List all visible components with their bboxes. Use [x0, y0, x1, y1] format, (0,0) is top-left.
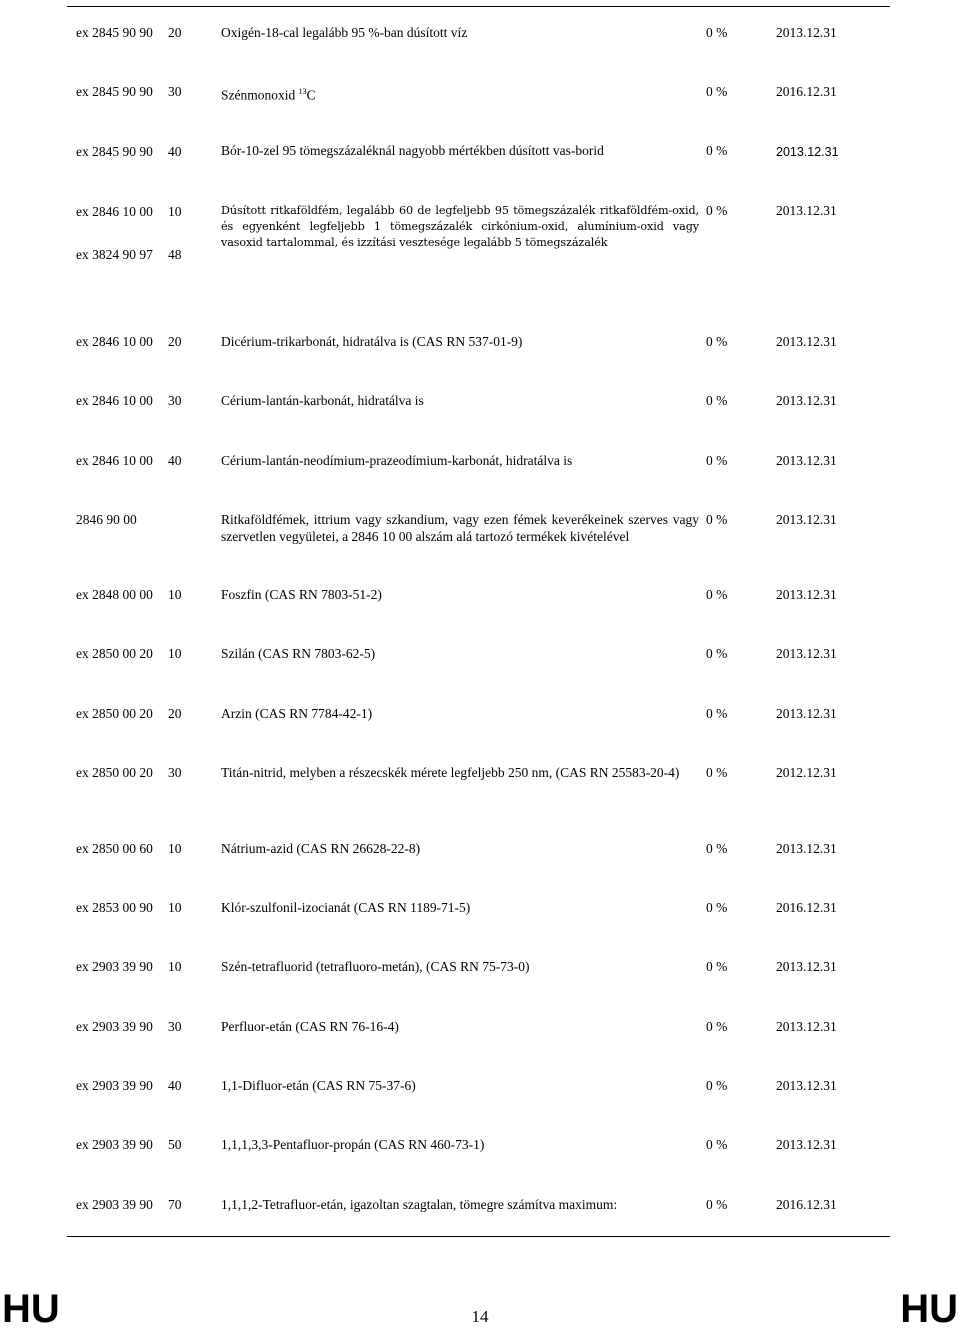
taric-sub: 30	[168, 393, 182, 408]
duty-rate: 0 %	[706, 1019, 728, 1034]
taric-sub: 40	[168, 1078, 182, 1093]
end-date: 2013.12.31	[776, 1078, 837, 1093]
taric-sub: 10	[168, 204, 182, 219]
duty-rate: 0 %	[706, 143, 728, 158]
description: Foszfin (CAS RN 7803-51-2)	[221, 587, 382, 602]
end-date: 2013.12.31	[776, 203, 837, 218]
end-date: 2013.12.31	[776, 841, 837, 856]
description: Cérium-lantán-karbonát, hidratálva is	[221, 393, 424, 408]
cn-code: ex 2903 39 90	[76, 1197, 153, 1212]
description: Oxigén-18-cal legalább 95 %-ban dúsított víz	[221, 25, 468, 40]
taric-sub: 50	[168, 1137, 182, 1152]
cn-code: ex 2853 00 90	[76, 900, 153, 915]
description: Ritkaföldfémek, ittrium vagy szkandium, vagy ezen fémek keverékeinek szerves vagy szervetlen vegyületei, a 2846 10 00 alszám alá tartozó termékek kivételével	[221, 512, 699, 544]
taric-sub: 20	[168, 706, 182, 721]
cn-code: ex 2845 90 90	[76, 25, 153, 40]
duty-rate: 0 %	[706, 959, 728, 974]
description: Perfluor-etán (CAS RN 76-16-4)	[221, 1019, 399, 1034]
taric-sub: 10	[168, 587, 182, 602]
taric-sub: 20	[168, 25, 182, 40]
taric-sub: 40	[168, 144, 182, 159]
end-date: 2013.12.31	[776, 959, 837, 974]
end-date: 2013.12.31	[776, 334, 837, 349]
duty-rate: 0 %	[706, 1078, 728, 1093]
description: Titán-nitrid, melyben a részecskék mérete legfeljebb 250 nm, (CAS RN 25583-20-4)	[221, 765, 680, 780]
end-date: 2016.12.31	[776, 84, 837, 99]
taric-sub: 10	[168, 841, 182, 856]
description: 1,1,1,3,3-Pentafluor-propán (CAS RN 460-73-1)	[221, 1137, 485, 1152]
end-date: 2016.12.31	[776, 1197, 837, 1212]
description: Arzin (CAS RN 7784-42-1)	[221, 706, 373, 721]
duty-rate: 0 %	[706, 25, 728, 40]
duty-rate: 0 %	[706, 646, 728, 661]
end-date: 2012.12.31	[776, 765, 837, 780]
description: Szén-tetrafluorid (tetrafluoro-metán), (CAS RN 75-73-0)	[221, 959, 530, 974]
footer-lang-left: HU	[2, 1287, 60, 1331]
cn-code: ex 2850 00 20	[76, 706, 153, 721]
description: Cérium-lantán-neodímium-prazeodímium-karbonát, hidratálva is	[221, 453, 573, 468]
cn-code: ex 2846 10 00	[76, 334, 153, 349]
top-rule	[67, 6, 890, 7]
duty-rate: 0 %	[706, 900, 728, 915]
cn-code: ex 2903 39 90	[76, 1137, 153, 1152]
cn-code: ex 2845 90 90	[76, 84, 153, 99]
end-date: 2013.12.31	[776, 145, 839, 159]
duty-rate: 0 %	[706, 512, 728, 527]
duty-rate: 0 %	[706, 765, 728, 780]
description: Szénmonoxid $^{13}$C	[221, 87, 316, 103]
end-date: 2013.12.31	[776, 706, 837, 721]
cn-code: ex 2850 00 20	[76, 646, 153, 661]
description: Nátrium-azid (CAS RN 26628-22-8)	[221, 841, 421, 856]
taric-sub: 10	[168, 959, 182, 974]
duty-rate: 0 %	[706, 393, 728, 408]
footer-lang-right: HU	[900, 1287, 958, 1331]
duty-rate: 0 %	[706, 1197, 728, 1212]
end-date: 2013.12.31	[776, 646, 837, 661]
duty-rate: 0 %	[706, 203, 728, 218]
description: 1,1,1,2-Tetrafluor-etán, igazoltan szagtalan, tömegre számítva maximum:	[221, 1197, 618, 1212]
description: Klór-szulfonil-izocianát (CAS RN 1189-71-5)	[221, 900, 471, 915]
duty-rate: 0 %	[706, 841, 728, 856]
taric-sub: 30	[168, 1019, 182, 1034]
taric-sub: 40	[168, 453, 182, 468]
cn-code-2: ex 3824 90 97	[76, 247, 153, 262]
cn-code: ex 2848 00 00	[76, 587, 153, 602]
cn-code: ex 2846 10 00	[76, 393, 153, 408]
end-date: 2013.12.31	[776, 587, 837, 602]
cn-code: ex 2846 10 00	[76, 204, 153, 219]
cn-code: ex 2850 00 20	[76, 765, 153, 780]
duty-rate: 0 %	[706, 334, 728, 349]
cn-code: ex 2845 90 90	[76, 144, 153, 159]
duty-rate: 0 %	[706, 1137, 728, 1152]
description: 1,1-Difluor-etán (CAS RN 75-37-6)	[221, 1078, 416, 1093]
taric-sub: 20	[168, 334, 182, 349]
taric-sub: 30	[168, 765, 182, 780]
end-date: 2013.12.31	[776, 1137, 837, 1152]
end-date: 2013.12.31	[776, 512, 837, 527]
duty-rate: 0 %	[706, 706, 728, 721]
cn-code: 2846 90 00	[76, 512, 137, 527]
description: Dicérium-trikarbonát, hidratálva is (CAS RN 537-01-9)	[221, 334, 523, 349]
description: Szilán (CAS RN 7803-62-5)	[221, 646, 376, 661]
duty-rate: 0 %	[706, 453, 728, 468]
end-date: 2013.12.31	[776, 1019, 837, 1034]
description: Bór-10-zel 95 tömegszázaléknál nagyobb mértékben dúsított vas-borid	[221, 143, 604, 158]
end-date: 2013.12.31	[776, 393, 837, 408]
cn-code: ex 2903 39 90	[76, 1078, 153, 1093]
cn-code: ex 2903 39 90	[76, 1019, 153, 1034]
taric-sub: 10	[168, 900, 182, 915]
description: Dúsított ritkaföldfém, legalább 60 de legfeljebb 95 tömegszázalék ritkaföldfém-oxid, és egyenként legfeljebb 1 tömegszázalék cirkónium-oxid, alumínium-oxid vagy vasoxid tartalommal, és izzítási vesztesége legalább 5 tömegszázalék	[221, 204, 699, 249]
duty-rate: 0 %	[706, 84, 728, 99]
end-date: 2013.12.31	[776, 25, 837, 40]
cn-code: ex 2850 00 60	[76, 841, 153, 856]
end-date: 2013.12.31	[776, 453, 837, 468]
taric-sub: 30	[168, 84, 182, 99]
end-date: 2016.12.31	[776, 900, 837, 915]
taric-sub: 70	[168, 1197, 182, 1212]
cn-code: ex 2903 39 90	[76, 959, 153, 974]
duty-rate: 0 %	[706, 587, 728, 602]
taric-sub: 10	[168, 646, 182, 661]
bottom-rule	[67, 1236, 890, 1237]
cn-code: ex 2846 10 00	[76, 453, 153, 468]
taric-sub-2: 48	[168, 247, 182, 262]
page-number: 14	[471, 1307, 489, 1326]
